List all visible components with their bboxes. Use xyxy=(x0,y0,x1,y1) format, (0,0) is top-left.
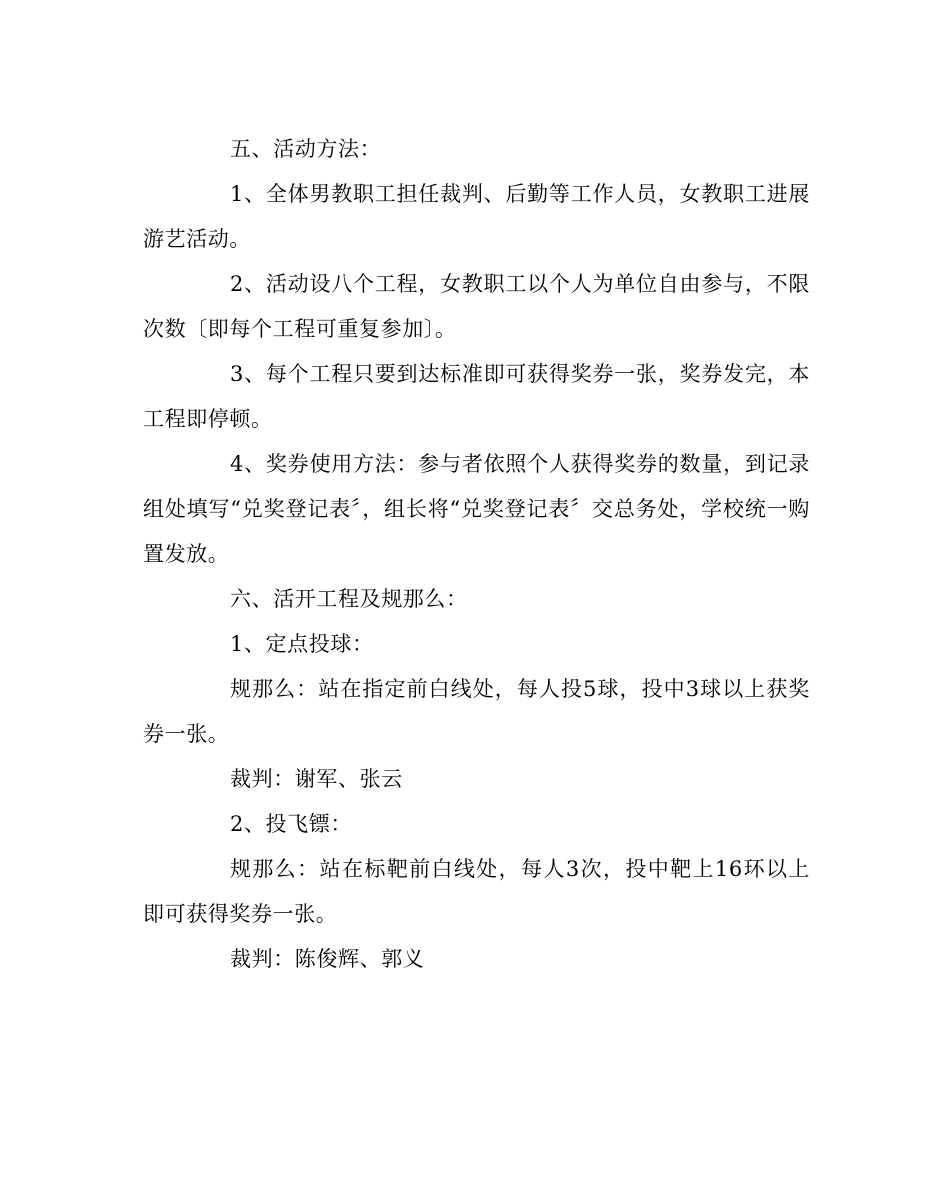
paragraph-method-2: 2、活动设八个工程，女教职工以个人为单位自由参与，不限次数〔即每个工程可重复参加〕。 xyxy=(143,272,810,341)
document-body xyxy=(143,127,810,982)
activity-2-title: 2、投飞镖： xyxy=(230,812,352,836)
activity-2-referees: 裁判：陈俊辉、郭义 xyxy=(230,947,425,971)
paragraph-method-4: 4、奖券使用方法：参与者依照个人获得奖券的数量，到记录组处填写“兑奖登记表〞，组长将“兑奖登记表〞交总务处，学校统一购置发放。 xyxy=(143,452,810,566)
section-heading-methods: 五、活动方法： xyxy=(230,137,382,161)
paragraph-method-3: 3、每个工程只要到达标准即可获得奖券一张，奖券发完，本工程即停顿。 xyxy=(143,362,810,431)
section-heading-activities: 六、活开工程及规那么： xyxy=(230,587,468,611)
paragraph-method-1: 1、全体男教职工担任裁判、后勤等工作人员，女教职工进展游艺活动。 xyxy=(143,182,810,251)
activity-1-rules: 规那么：站在指定前白线处，每人投5球，投中3球以上获奖券一张。 xyxy=(143,677,810,746)
activity-1-title: 1、定点投球： xyxy=(230,632,374,656)
activity-1-referees: 裁判：谢军、张云 xyxy=(230,767,403,791)
activity-2-rules: 规那么：站在标靶前白线处，每人3次，投中靶上16环以上即可获得奖券一张。 xyxy=(143,857,810,926)
